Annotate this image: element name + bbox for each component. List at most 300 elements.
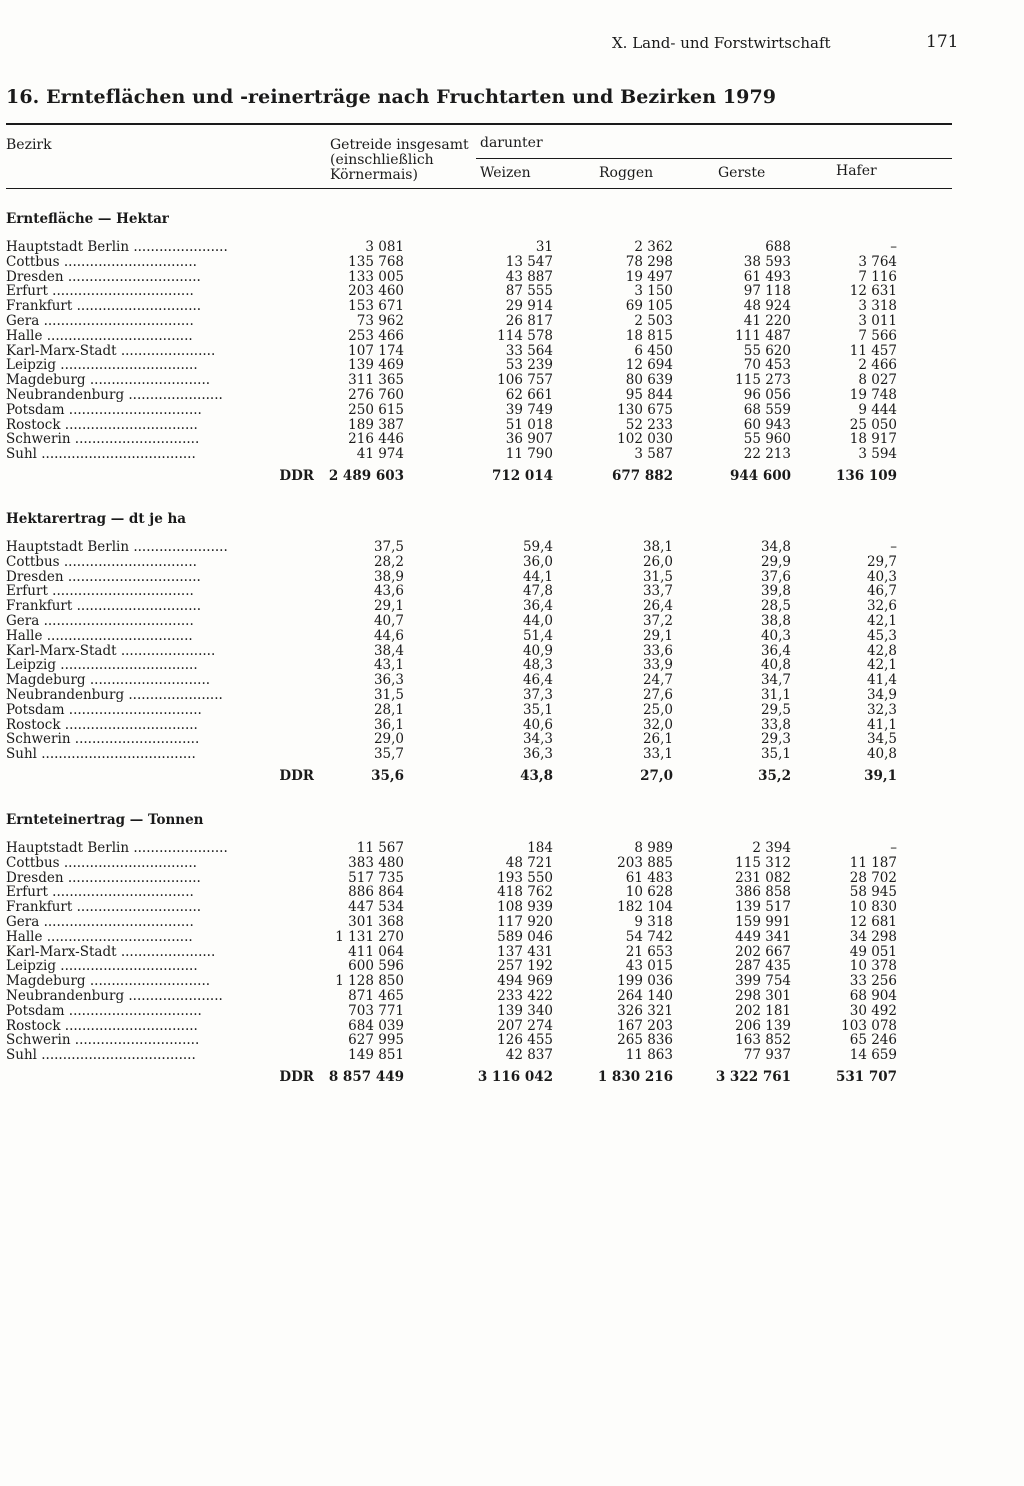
table-title: 16. Ernteflächen und -reinerträge nach Fruchtarten und Bezirken 1979 bbox=[6, 86, 777, 108]
bezirk-name bbox=[6, 570, 314, 585]
cell-value: 41 974 bbox=[356, 446, 404, 463]
cell-value: 517 735 bbox=[348, 869, 404, 886]
table-row bbox=[6, 885, 906, 900]
cell-value: 7 566 bbox=[858, 327, 897, 344]
table-row bbox=[6, 329, 906, 344]
cell-value: 886 864 bbox=[348, 884, 404, 901]
cell-value: 250 615 bbox=[348, 401, 404, 418]
cell-value: 31,5 bbox=[373, 686, 404, 703]
section-rows bbox=[6, 841, 906, 1063]
total-label: DDR bbox=[279, 768, 314, 784]
section-title: Erntefläche — Hektar bbox=[6, 211, 169, 227]
cell-value: 43 887 bbox=[505, 268, 553, 285]
bezirk-name bbox=[6, 299, 314, 314]
cell-value: 68 559 bbox=[743, 401, 791, 418]
cell-value: 447 534 bbox=[348, 899, 404, 916]
cell-value: 80 639 bbox=[625, 372, 673, 389]
leader-dots: ............................. bbox=[70, 432, 200, 448]
bezirk-name bbox=[6, 555, 314, 570]
table-row bbox=[6, 284, 906, 299]
cell-value: 688 bbox=[765, 239, 791, 255]
cell-value: 77 937 bbox=[743, 1047, 791, 1064]
cell-value: 386 858 bbox=[735, 884, 791, 901]
cell-value: 78 298 bbox=[625, 253, 673, 270]
cell-value: 35,7 bbox=[373, 746, 404, 763]
table-row bbox=[6, 1019, 906, 1034]
bezirk-label: Neubrandenburg bbox=[6, 387, 125, 403]
leader-dots: .................................. bbox=[42, 929, 193, 945]
cell-value: 28 702 bbox=[849, 869, 897, 886]
cell-value: 298 301 bbox=[735, 987, 791, 1004]
bezirk-name bbox=[6, 447, 314, 462]
table-row bbox=[6, 240, 906, 255]
cell-value: 38,1 bbox=[642, 539, 673, 555]
bezirk-label: Schwerin bbox=[6, 732, 71, 748]
total-value: 39,1 bbox=[864, 768, 897, 784]
bezirk-label: Karl-Marx-Stadt bbox=[6, 343, 117, 359]
cell-value: 233 422 bbox=[497, 987, 553, 1004]
cell-value: 2 466 bbox=[858, 357, 897, 374]
cell-value: 36,3 bbox=[522, 746, 553, 763]
column-header-bezirk: Bezirk bbox=[6, 137, 52, 153]
total-value: 27,0 bbox=[640, 768, 673, 784]
cell-value: 97 118 bbox=[743, 283, 791, 300]
top-rule bbox=[6, 123, 952, 125]
bezirk-label: Hauptstadt Berlin bbox=[6, 841, 130, 856]
bezirk-label: Dresden bbox=[6, 269, 64, 285]
cell-value: 111 487 bbox=[735, 327, 791, 344]
leader-dots: ...................... bbox=[116, 643, 216, 659]
cell-value: 36,1 bbox=[373, 716, 404, 733]
cell-value: 28,2 bbox=[373, 553, 404, 570]
cell-value: 41,4 bbox=[866, 672, 897, 689]
leader-dots: ................................. bbox=[47, 885, 194, 901]
total-row bbox=[6, 1069, 906, 1085]
cell-value: 33,8 bbox=[760, 716, 791, 733]
table-row bbox=[6, 703, 906, 718]
cell-value: 193 550 bbox=[497, 869, 553, 886]
bezirk-label: Dresden bbox=[6, 870, 64, 886]
cell-value: 34,7 bbox=[760, 672, 791, 689]
cell-value: 2 394 bbox=[752, 840, 791, 856]
cell-value: 44,0 bbox=[522, 612, 553, 629]
cell-value: 102 030 bbox=[617, 431, 673, 448]
bezirk-name bbox=[6, 344, 314, 359]
table-row bbox=[6, 1004, 906, 1019]
cell-value: 253 466 bbox=[348, 327, 404, 344]
bezirk-label: Karl-Marx-Stadt bbox=[6, 643, 117, 659]
leader-dots: ...................... bbox=[124, 988, 223, 1004]
cell-value: 126 455 bbox=[497, 1032, 553, 1049]
cell-value: – bbox=[890, 539, 897, 555]
bezirk-name bbox=[6, 629, 314, 644]
cell-value: 22 213 bbox=[743, 446, 791, 463]
leader-dots: ................................. bbox=[47, 284, 194, 300]
cell-value: 29,0 bbox=[373, 731, 404, 748]
cell-value: 117 920 bbox=[497, 913, 553, 930]
leader-dots: ............................ bbox=[85, 673, 211, 688]
cell-value: 38,4 bbox=[373, 642, 404, 659]
bezirk-label: Leipzig bbox=[6, 658, 56, 674]
table-row bbox=[6, 270, 906, 285]
table-row bbox=[6, 841, 906, 856]
table-row bbox=[6, 629, 906, 644]
table-row bbox=[6, 570, 906, 585]
cell-value: 96 056 bbox=[743, 386, 791, 403]
cell-value: 107 174 bbox=[348, 342, 404, 359]
leader-dots: ................................ bbox=[56, 959, 198, 975]
cell-value: 44,1 bbox=[522, 568, 553, 585]
bezirk-name bbox=[6, 540, 314, 555]
cell-value: 29,7 bbox=[866, 553, 897, 570]
table-row bbox=[6, 1048, 906, 1063]
cell-value: 3 587 bbox=[634, 446, 673, 463]
cell-value: 36,0 bbox=[522, 553, 553, 570]
cell-value: 8 989 bbox=[634, 840, 673, 856]
table-row bbox=[6, 432, 906, 447]
cell-value: 115 312 bbox=[735, 854, 791, 871]
bezirk-label: Hauptstadt Berlin bbox=[6, 240, 130, 255]
cell-value: 137 431 bbox=[497, 943, 553, 960]
section-rows bbox=[6, 240, 906, 462]
cell-value: 41,1 bbox=[866, 716, 897, 733]
page-number: 171 bbox=[926, 32, 959, 52]
cell-value: 24,7 bbox=[642, 672, 673, 689]
cell-value: 163 852 bbox=[735, 1032, 791, 1049]
cell-value: 34,5 bbox=[866, 731, 897, 748]
total-label: DDR bbox=[279, 1069, 314, 1085]
bezirk-name bbox=[6, 900, 314, 915]
bezirk-label: Potsdam bbox=[6, 702, 65, 718]
table-row bbox=[6, 989, 906, 1004]
cell-value: 44,6 bbox=[373, 627, 404, 644]
cell-value: 199 036 bbox=[617, 973, 673, 990]
cell-value: 1 128 850 bbox=[335, 973, 404, 990]
table-row bbox=[6, 540, 906, 555]
table-row bbox=[6, 614, 906, 629]
cell-value: 61 493 bbox=[743, 268, 791, 285]
leader-dots: ...................... bbox=[116, 343, 216, 359]
table-row bbox=[6, 673, 906, 688]
cell-value: 38,9 bbox=[373, 568, 404, 585]
cell-value: 43,1 bbox=[373, 657, 404, 674]
bezirk-name bbox=[6, 1033, 314, 1048]
cell-value: 207 274 bbox=[497, 1017, 553, 1034]
cell-value: 42,1 bbox=[866, 657, 897, 674]
cell-value: 627 995 bbox=[348, 1032, 404, 1049]
cell-value: 35,1 bbox=[522, 701, 553, 718]
bezirk-label: Cottbus bbox=[6, 554, 60, 570]
table-row bbox=[6, 959, 906, 974]
bezirk-label: Cottbus bbox=[6, 254, 60, 270]
cell-value: 19 497 bbox=[625, 268, 673, 285]
bezirk-label: Cottbus bbox=[6, 855, 60, 871]
cell-value: 37,6 bbox=[760, 568, 791, 585]
cell-value: 184 bbox=[527, 840, 553, 856]
table-row bbox=[6, 299, 906, 314]
cell-value: 159 991 bbox=[735, 913, 791, 930]
cell-value: 139 340 bbox=[497, 1002, 553, 1019]
table-row bbox=[6, 732, 906, 747]
bezirk-name bbox=[6, 732, 314, 747]
cell-value: 133 005 bbox=[348, 268, 404, 285]
bezirk-label: Magdeburg bbox=[6, 673, 86, 688]
bezirk-name bbox=[6, 703, 314, 718]
leader-dots: ................................... bbox=[39, 914, 194, 930]
total-label: DDR bbox=[279, 468, 314, 484]
cell-value: 216 446 bbox=[348, 431, 404, 448]
cell-value: 58 945 bbox=[849, 884, 897, 901]
table-row bbox=[6, 1033, 906, 1048]
bezirk-name bbox=[6, 614, 314, 629]
column-header-getreide bbox=[330, 138, 469, 183]
leader-dots: .................................. bbox=[42, 628, 193, 644]
cell-value: 3 318 bbox=[858, 298, 897, 315]
cell-value: 202 181 bbox=[735, 1002, 791, 1019]
cell-value: 40,8 bbox=[760, 657, 791, 674]
bezirk-name bbox=[6, 747, 314, 762]
bezirk-name bbox=[6, 688, 314, 703]
leader-dots: ................................ bbox=[56, 358, 198, 374]
leader-dots: ...................... bbox=[129, 540, 228, 555]
cell-value: 36,4 bbox=[522, 598, 553, 615]
bezirk-label: Leipzig bbox=[6, 959, 56, 975]
table-row bbox=[6, 871, 906, 886]
cell-value: 49 051 bbox=[849, 943, 897, 960]
bezirk-label: Frankfurt bbox=[6, 299, 73, 314]
cell-value: 46,7 bbox=[866, 583, 897, 600]
total-value: 531 707 bbox=[835, 1069, 897, 1085]
total-value: 712 014 bbox=[491, 468, 553, 484]
leader-dots: ............................... bbox=[63, 870, 201, 886]
leader-dots: ...................... bbox=[129, 240, 228, 255]
leader-dots: .................................... bbox=[36, 1048, 196, 1063]
cell-value: 6 450 bbox=[634, 342, 673, 359]
bezirk-name bbox=[6, 871, 314, 886]
bezirk-label: Potsdam bbox=[6, 402, 65, 418]
table-row bbox=[6, 373, 906, 388]
cell-value: 2 503 bbox=[634, 312, 673, 329]
bezirk-name bbox=[6, 856, 314, 871]
cell-value: 42,8 bbox=[866, 642, 897, 659]
cell-value: 43 015 bbox=[625, 958, 673, 975]
cell-value: 25 050 bbox=[849, 416, 897, 433]
cell-value: 106 757 bbox=[497, 372, 553, 389]
leader-dots: ................................. bbox=[47, 584, 194, 600]
cell-value: 108 939 bbox=[497, 899, 553, 916]
bezirk-name bbox=[6, 673, 314, 688]
cell-value: 231 082 bbox=[735, 869, 791, 886]
total-value: 136 109 bbox=[835, 468, 897, 484]
cell-value: 47,8 bbox=[522, 583, 553, 600]
cell-value: 18 917 bbox=[849, 431, 897, 448]
cell-value: 264 140 bbox=[617, 987, 673, 1004]
cell-value: 37,2 bbox=[642, 612, 673, 629]
cell-value: 32,3 bbox=[866, 701, 897, 718]
leader-dots: ...................... bbox=[124, 387, 223, 403]
cell-value: 39 749 bbox=[505, 401, 553, 418]
cell-value: 139 517 bbox=[735, 899, 791, 916]
total-value: 35,2 bbox=[758, 768, 791, 784]
bezirk-name bbox=[6, 329, 314, 344]
cell-value: 3 081 bbox=[365, 239, 404, 255]
section-title: Hektarertrag — dt je ha bbox=[6, 511, 187, 527]
bezirk-name bbox=[6, 373, 314, 388]
bezirk-label: Karl-Marx-Stadt bbox=[6, 944, 117, 960]
cell-value: 703 771 bbox=[348, 1002, 404, 1019]
column-header-weizen: Weizen bbox=[480, 165, 531, 181]
cell-value: 34,3 bbox=[522, 731, 553, 748]
cell-value: 600 596 bbox=[348, 958, 404, 975]
cell-value: 39,8 bbox=[760, 583, 791, 600]
column-header-darunter: darunter bbox=[480, 135, 543, 151]
running-head: X. Land- und Forstwirtschaft bbox=[612, 34, 831, 52]
cell-value: 28,1 bbox=[373, 701, 404, 718]
cell-value: 34 298 bbox=[849, 928, 897, 945]
cell-value: 69 105 bbox=[625, 298, 673, 315]
cell-value: 33,9 bbox=[642, 657, 673, 674]
column-header-roggen: Roggen bbox=[599, 165, 654, 181]
cell-value: 26,4 bbox=[642, 598, 673, 615]
cell-value: 103 078 bbox=[841, 1017, 897, 1034]
getreide-line-1: Getreide insgesamt bbox=[330, 137, 469, 153]
table-row bbox=[6, 644, 906, 659]
table-row bbox=[6, 314, 906, 329]
table-row bbox=[6, 856, 906, 871]
bezirk-label: Hauptstadt Berlin bbox=[6, 540, 130, 555]
bezirk-label: Erfurt bbox=[6, 284, 48, 300]
leader-dots: ...................... bbox=[116, 944, 216, 960]
cell-value: 36 907 bbox=[505, 431, 553, 448]
cell-value: 14 659 bbox=[849, 1047, 897, 1064]
leader-dots: ............................... bbox=[59, 855, 197, 871]
cell-value: 31,5 bbox=[642, 568, 673, 585]
cell-value: 40,3 bbox=[760, 627, 791, 644]
cell-value: 38 593 bbox=[743, 253, 791, 270]
cell-value: 18 815 bbox=[625, 327, 673, 344]
cell-value: 55 960 bbox=[743, 431, 791, 448]
cell-value: 139 469 bbox=[348, 357, 404, 374]
bezirk-label: Gera bbox=[6, 313, 40, 329]
bezirk-label: Frankfurt bbox=[6, 599, 73, 614]
table-row bbox=[6, 388, 906, 403]
cell-value: 48 721 bbox=[505, 854, 553, 871]
leader-dots: ............................... bbox=[59, 254, 197, 270]
bezirk-label: Erfurt bbox=[6, 885, 48, 901]
table-row bbox=[6, 255, 906, 270]
cell-value: 326 321 bbox=[617, 1002, 673, 1019]
cell-value: 3 594 bbox=[858, 446, 897, 463]
cell-value: 3 764 bbox=[858, 253, 897, 270]
cell-value: 29,1 bbox=[373, 598, 404, 615]
bezirk-name bbox=[6, 358, 314, 373]
cell-value: 41 220 bbox=[743, 312, 791, 329]
bezirk-name bbox=[6, 718, 314, 733]
cell-value: 12 694 bbox=[625, 357, 673, 374]
cell-value: 40,8 bbox=[866, 746, 897, 763]
section-title: Ernteteinertrag — Tonnen bbox=[6, 812, 204, 828]
cell-value: 10 378 bbox=[849, 958, 897, 975]
bezirk-label: Gera bbox=[6, 914, 40, 930]
total-value: 35,6 bbox=[371, 768, 404, 784]
leader-dots: ...................... bbox=[129, 841, 228, 856]
bezirk-label: Rostock bbox=[6, 1018, 61, 1034]
leader-dots: ...................... bbox=[124, 687, 223, 703]
cell-value: 37,5 bbox=[373, 539, 404, 555]
leader-dots: ............................. bbox=[70, 1033, 200, 1049]
leader-dots: ............................... bbox=[64, 402, 202, 418]
cell-value: 26,1 bbox=[642, 731, 673, 748]
cell-value: 11 863 bbox=[625, 1047, 673, 1064]
cell-value: 3 011 bbox=[858, 312, 897, 329]
header-rule bbox=[6, 188, 952, 189]
bezirk-label: Frankfurt bbox=[6, 900, 73, 915]
leader-dots: ............................ bbox=[85, 373, 211, 388]
cell-value: 33,7 bbox=[642, 583, 673, 600]
table-row bbox=[6, 930, 906, 945]
leader-dots: .................................... bbox=[36, 747, 196, 762]
table-row bbox=[6, 945, 906, 960]
cell-value: 301 368 bbox=[348, 913, 404, 930]
cell-value: 167 203 bbox=[617, 1017, 673, 1034]
cell-value: 31,1 bbox=[760, 686, 791, 703]
cell-value: 45,3 bbox=[866, 627, 897, 644]
table-row bbox=[6, 915, 906, 930]
bezirk-label: Schwerin bbox=[6, 1033, 71, 1049]
bezirk-name bbox=[6, 915, 314, 930]
bezirk-name bbox=[6, 1019, 314, 1034]
cell-value: 182 104 bbox=[617, 899, 673, 916]
leader-dots: ............................. bbox=[72, 900, 202, 915]
bezirk-label: Magdeburg bbox=[6, 974, 86, 989]
cell-value: 449 341 bbox=[735, 928, 791, 945]
cell-value: 189 387 bbox=[348, 416, 404, 433]
cell-value: 60 943 bbox=[743, 416, 791, 433]
bezirk-label: Rostock bbox=[6, 417, 61, 433]
cell-value: 52 233 bbox=[625, 416, 673, 433]
cell-value: 28,5 bbox=[760, 598, 791, 615]
bezirk-name bbox=[6, 432, 314, 447]
cell-value: 9 444 bbox=[858, 401, 897, 418]
bezirk-label: Suhl bbox=[6, 1048, 37, 1063]
bezirk-label: Potsdam bbox=[6, 1003, 65, 1019]
cell-value: 95 844 bbox=[625, 386, 673, 403]
cell-value: 36,4 bbox=[760, 642, 791, 659]
column-header-gerste: Gerste bbox=[718, 165, 766, 181]
cell-value: 265 836 bbox=[617, 1032, 673, 1049]
cell-value: 494 969 bbox=[497, 973, 553, 990]
cell-value: 62 661 bbox=[505, 386, 553, 403]
cell-value: 43,6 bbox=[373, 583, 404, 600]
bezirk-label: Suhl bbox=[6, 447, 37, 462]
cell-value: 27,6 bbox=[642, 686, 673, 703]
cell-value: 10 830 bbox=[849, 899, 897, 916]
total-value: 43,8 bbox=[520, 768, 553, 784]
bezirk-name bbox=[6, 1004, 314, 1019]
cell-value: 65 246 bbox=[849, 1032, 897, 1049]
leader-dots: ............................... bbox=[60, 717, 198, 733]
bezirk-label: Neubrandenburg bbox=[6, 988, 125, 1004]
bezirk-label: Halle bbox=[6, 328, 43, 344]
leader-dots: ............................. bbox=[72, 299, 202, 314]
cell-value: 114 578 bbox=[497, 327, 553, 344]
cell-value: 21 653 bbox=[625, 943, 673, 960]
bezirk-name bbox=[6, 255, 314, 270]
bezirk-name bbox=[6, 388, 314, 403]
cell-value: 276 760 bbox=[348, 386, 404, 403]
leader-dots: .................................. bbox=[42, 328, 193, 344]
cell-value: 684 039 bbox=[348, 1017, 404, 1034]
